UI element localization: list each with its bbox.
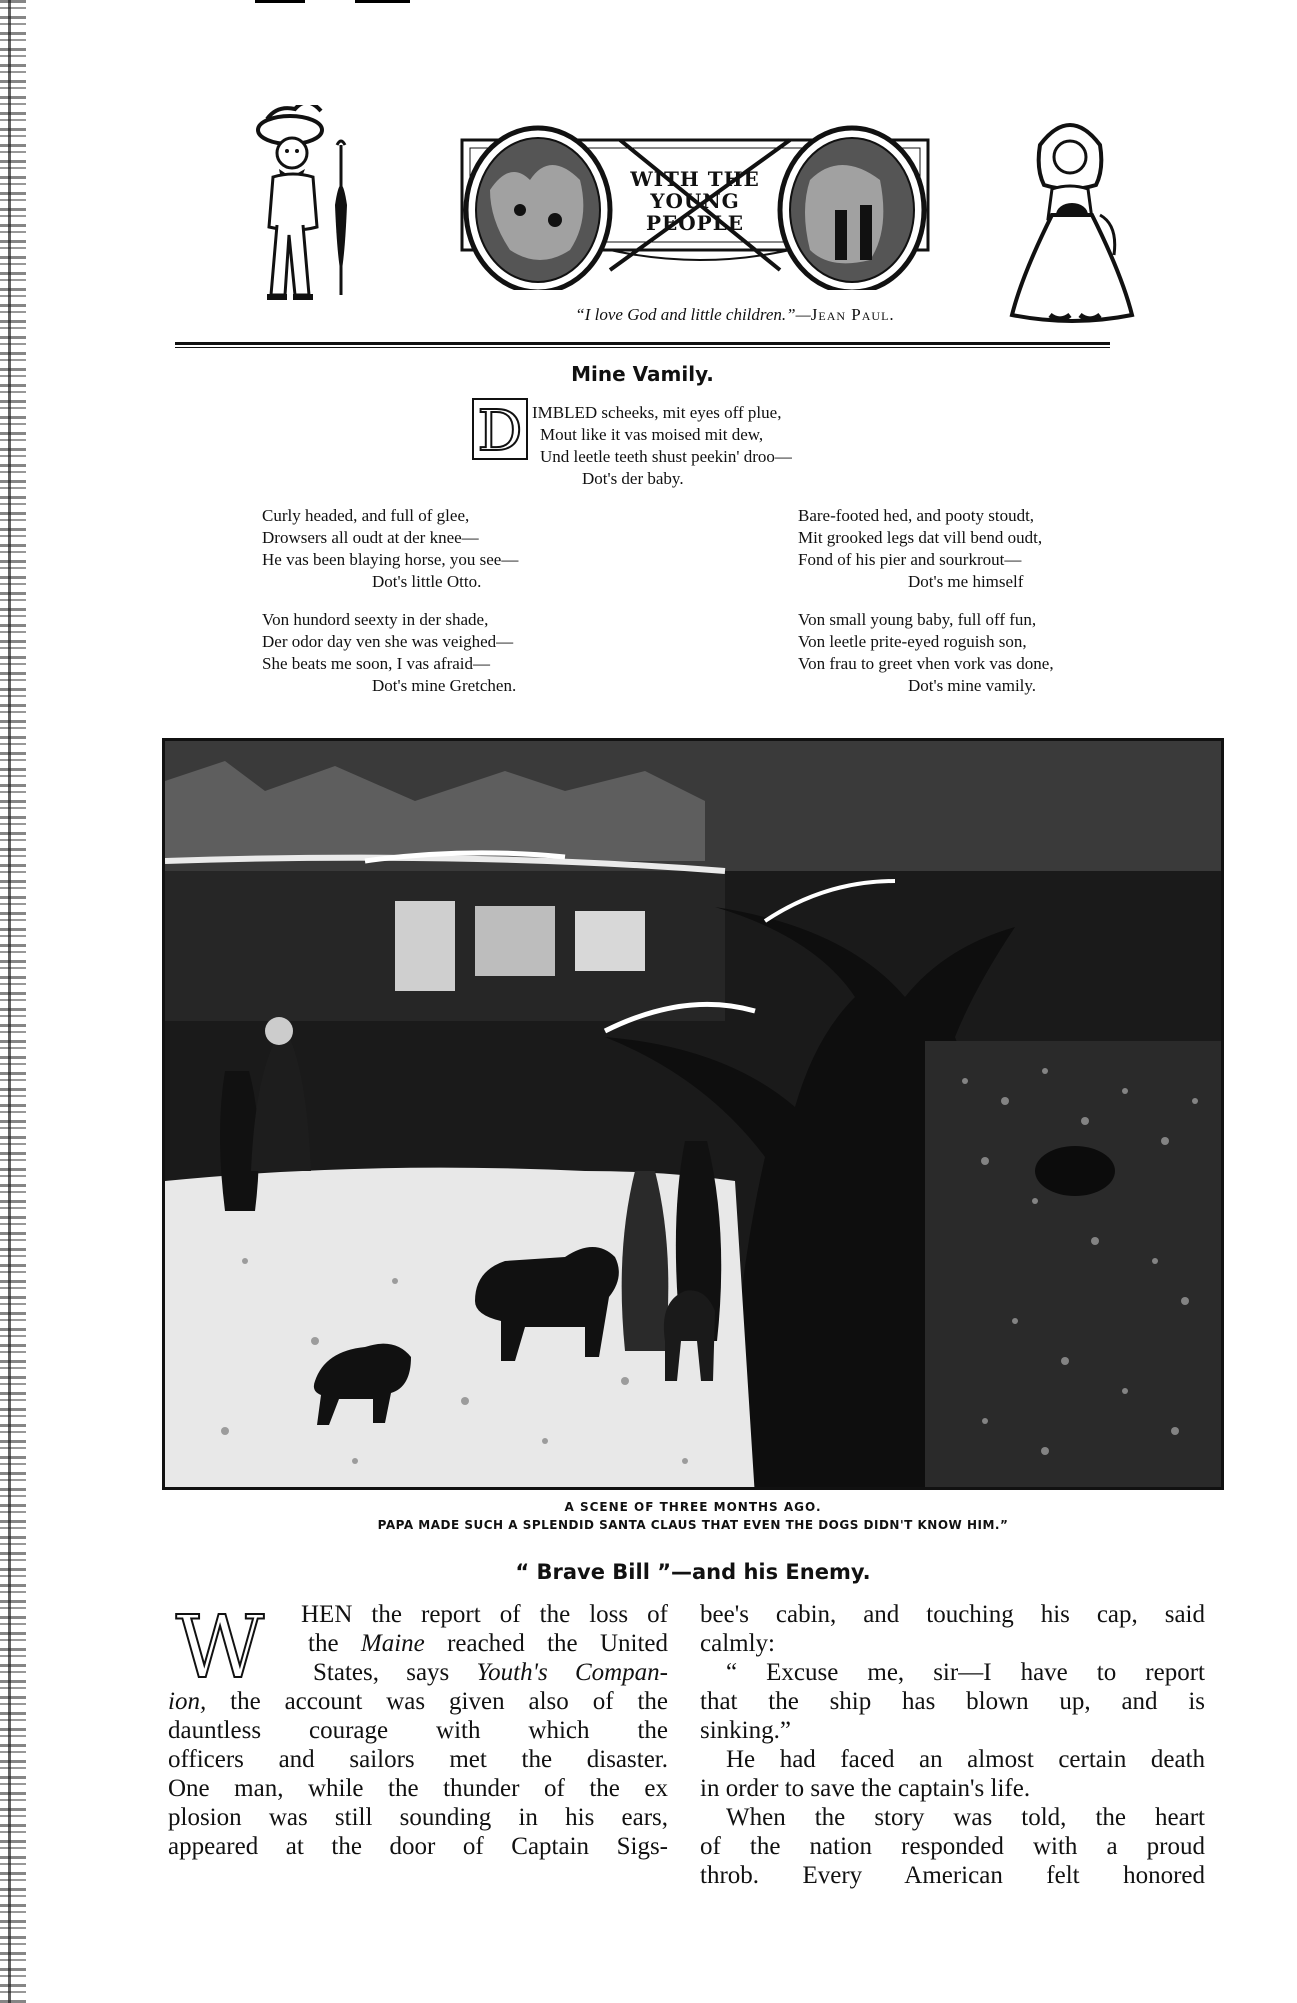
header-divider	[175, 347, 1110, 348]
poem-line: Von small young baby, full off fun,	[798, 610, 1037, 629]
article-drop-cap-letter: W	[175, 1607, 265, 1687]
poem-title: Mine Vamily.	[571, 362, 714, 386]
publication-name: ion,	[168, 1688, 207, 1715]
poem-stanza	[798, 609, 1054, 697]
article-line: bee's cabin, and touching his cap, said	[700, 1601, 1205, 1628]
poem-line: Und leetle teeth shust peekin' droo—	[540, 447, 792, 466]
article-line: When the story was told, the heart	[726, 1804, 1205, 1831]
poem-refrain: Dot's me himself	[908, 572, 1024, 591]
article-line: He had faced an almost certain death	[726, 1746, 1205, 1773]
poem-line: Mit grooked legs dat vill bend oudt,	[798, 528, 1043, 547]
poem-drop-cap	[472, 398, 528, 460]
article-line: throb. Every American felt honored	[700, 1862, 1205, 1889]
banner-illustration	[460, 120, 930, 290]
article-line	[168, 1629, 668, 1658]
poem-refrain: Dot's der baby.	[582, 469, 684, 488]
article-line: HEN the report of the loss of	[301, 1601, 668, 1628]
poem-drop-cap-letter: D	[477, 399, 523, 460]
poem-stanza	[262, 609, 516, 697]
article-line: of the nation responded with a proud	[700, 1833, 1205, 1860]
photo-caption-text: PAPA MADE SUCH A SPLENDID SANTA CLAUS THAT EVEN THE DOGS DIDN'T KNOW HIM.”	[377, 1518, 1009, 1532]
poem-line: She beats me soon, I vas afraid—	[262, 654, 491, 673]
article-text: reached the United	[424, 1630, 669, 1657]
article-line: “ Excuse me, sir—I have to report	[726, 1659, 1205, 1686]
snow-scene-photograph	[162, 738, 1224, 1490]
article-line	[168, 1658, 668, 1687]
article-line: appeared at the door of Captain Sigs-	[168, 1833, 668, 1860]
article-line: that the ship has blown up, and is	[700, 1688, 1205, 1715]
article-line: plosion was still sounding in his ears,	[168, 1804, 668, 1831]
article-line: calmly:	[700, 1630, 775, 1657]
poem-line: Fond of his pier and sourkrout—	[798, 550, 1022, 569]
article-line: officers and sailors met the disaster.	[168, 1746, 668, 1773]
torn-left-margin	[0, 0, 26, 2003]
poem-stanza	[262, 505, 518, 593]
banner-title-line: PEOPLE	[645, 211, 745, 235]
banner-title	[615, 168, 775, 234]
article-line: in order to save the captain's life.	[700, 1775, 1031, 1802]
poem-line: He vas been blaying horse, you see—	[262, 550, 519, 569]
photo-image	[165, 741, 1221, 1487]
poem-line: Bare-footed hed, and pooty stoudt,	[798, 506, 1035, 525]
article-line: dauntless courage with which the	[168, 1717, 668, 1744]
article-title: “ Brave Bill ”—and his Enemy.	[515, 1560, 871, 1584]
poem-line: Drowsers all oudt at der knee—	[262, 528, 479, 547]
article-line: sinking.”	[700, 1717, 791, 1744]
banner-title-line: YOUNG	[650, 189, 740, 213]
top-rule-fragment	[255, 0, 305, 3]
poem-line: Curly headed, and full of glee,	[262, 506, 470, 525]
header-epigraph	[475, 305, 995, 325]
article-column-left	[168, 1600, 668, 1861]
header-divider	[175, 342, 1110, 345]
girl-in-bonnet-illustration	[1000, 105, 1140, 330]
poem-line: Von leetle prite-eyed roguish son,	[798, 632, 1027, 651]
publication-name: Youth's Compan-	[476, 1659, 668, 1686]
boy-with-umbrella-illustration	[245, 105, 365, 315]
poem-line: Von frau to greet vhen vork vas done,	[798, 654, 1054, 673]
article-text: the	[308, 1630, 361, 1657]
poem-refrain: Dot's mine Gretchen.	[372, 676, 517, 695]
banner-title-line: WITH THE	[630, 167, 760, 191]
article-line: One man, while the thunder of the ex	[168, 1775, 668, 1802]
poem-refrain: Dot's mine vamily.	[908, 676, 1037, 695]
poem-line: IMBLED scheeks, mit eyes off plue,	[532, 403, 782, 422]
poem-line: Von hundord seexty in der shade,	[262, 610, 489, 629]
article-text: the account was given also of the	[206, 1688, 668, 1715]
ship-name: Maine	[360, 1630, 425, 1657]
article-column-right	[700, 1600, 1205, 1890]
photo-caption-heading: A SCENE OF THREE MONTHS AGO.	[564, 1500, 822, 1514]
poem-stanza	[798, 505, 1042, 593]
poem-refrain: Dot's little Otto.	[372, 572, 482, 591]
article-line	[168, 1687, 668, 1716]
epigraph-text: “I love God and little children.”	[575, 305, 796, 324]
poem-line: Mout like it vas moised mit dew,	[540, 425, 764, 444]
margin-rule	[8, 0, 11, 2003]
epigraph-dash: —	[795, 305, 811, 324]
poem-intro-stanza	[532, 402, 792, 490]
article-text: States, says	[313, 1659, 477, 1686]
epigraph-author: Jean Paul.	[810, 305, 895, 324]
top-rule-fragment	[355, 0, 410, 3]
section-header	[170, 85, 1240, 340]
poem-line: Der odor day ven she was veighed—	[262, 632, 514, 651]
